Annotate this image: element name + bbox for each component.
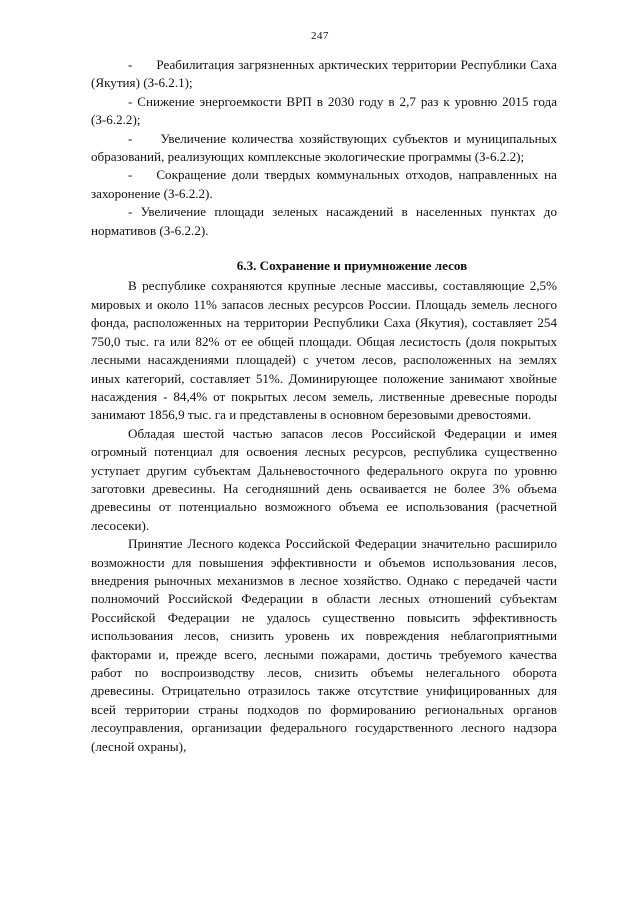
page-number: 247 bbox=[311, 30, 329, 42]
section-heading: 6.3. Сохранение и приумножение лесов bbox=[236, 258, 468, 274]
body-paragraph: Принятие Лесного кодекса Российской Федерации значительно расширило возможности для повышения эффективности и объемов использования лесов, внедрения рыночных механизмов в лесное хозяйство. Однако с передачей части полномочий Российской Федерации в области лесных отношений субъектам Российской Федерации не удалось существенно повысить эффективность использования лесов, снизить уровень их повреждения неблагоприятными факторами и, прежде всего, лесными пожарами, достичь требуемого качества работ по воспроизводству лесов, снизить объемы нелегального оборота древесины. Отрицательно отразилось также отсутствие унифицированных для всей территории страны подходов по формированию региональных органов лесоуправления, организации федерального государственного лесного надзора (лесной охраны), bbox=[91, 536, 557, 754]
list-item: - Реабилитация загрязненных арктических территории Республики Саха (Якутия) (З-6.2.1); bbox=[91, 57, 557, 91]
list-item: - Снижение энергоемкости ВРП в 2030 году в 2,7 раз к уровню 2015 года (З-6.2.2); bbox=[91, 93, 557, 128]
list-item: - Увеличение площади зеленых насаждений в населенных пунктах до нормативов (З-6.2.2). bbox=[91, 204, 557, 238]
list-item: - Сокращение доли твердых коммунальных отходов, направленных на захоронение (З-6.2.2). bbox=[91, 167, 557, 201]
page-content bbox=[91, 56, 557, 756]
list-item: - Увеличение количества хозяйствующих субъектов и муниципальных образований, реализующих комплексные экологические программы (З-6.2.2); bbox=[91, 130, 557, 165]
body-paragraph: В республике сохраняются крупные лесные массивы, составляющие 2,5% мировых и около 11% запасов лесных ресурсов России. Площадь земель лесного фонда, расположенных на территории Республики Саха (Якутия), составляет 254 750,0 тыс. га или 82% от ее общей площади. Общая лесистость (доля покрытых лесными насаждениями площадей) с учетом лесов, расположенных на землях иных категорий, составляет 51%. Доминирующее положение занимают хвойные насаждения - 84,4% от покрытых лесом земель, лиственные древесные породы занимают 1856,9 тыс. га и представлены в основном березовыми древостоями. bbox=[91, 278, 557, 423]
body-paragraph: Обладая шестой частью запасов лесов Российской Федерации и имея огромный потенциал для освоения лесных ресурсов, республика существенно уступает другим субъектам Дальневосточного федерального округа по уровню заготовки древесины. На сегодняшний день осваивается не более 3% объема древесины от потенциально возможного объема ее использования (расчетной лесосеки). bbox=[91, 425, 557, 533]
